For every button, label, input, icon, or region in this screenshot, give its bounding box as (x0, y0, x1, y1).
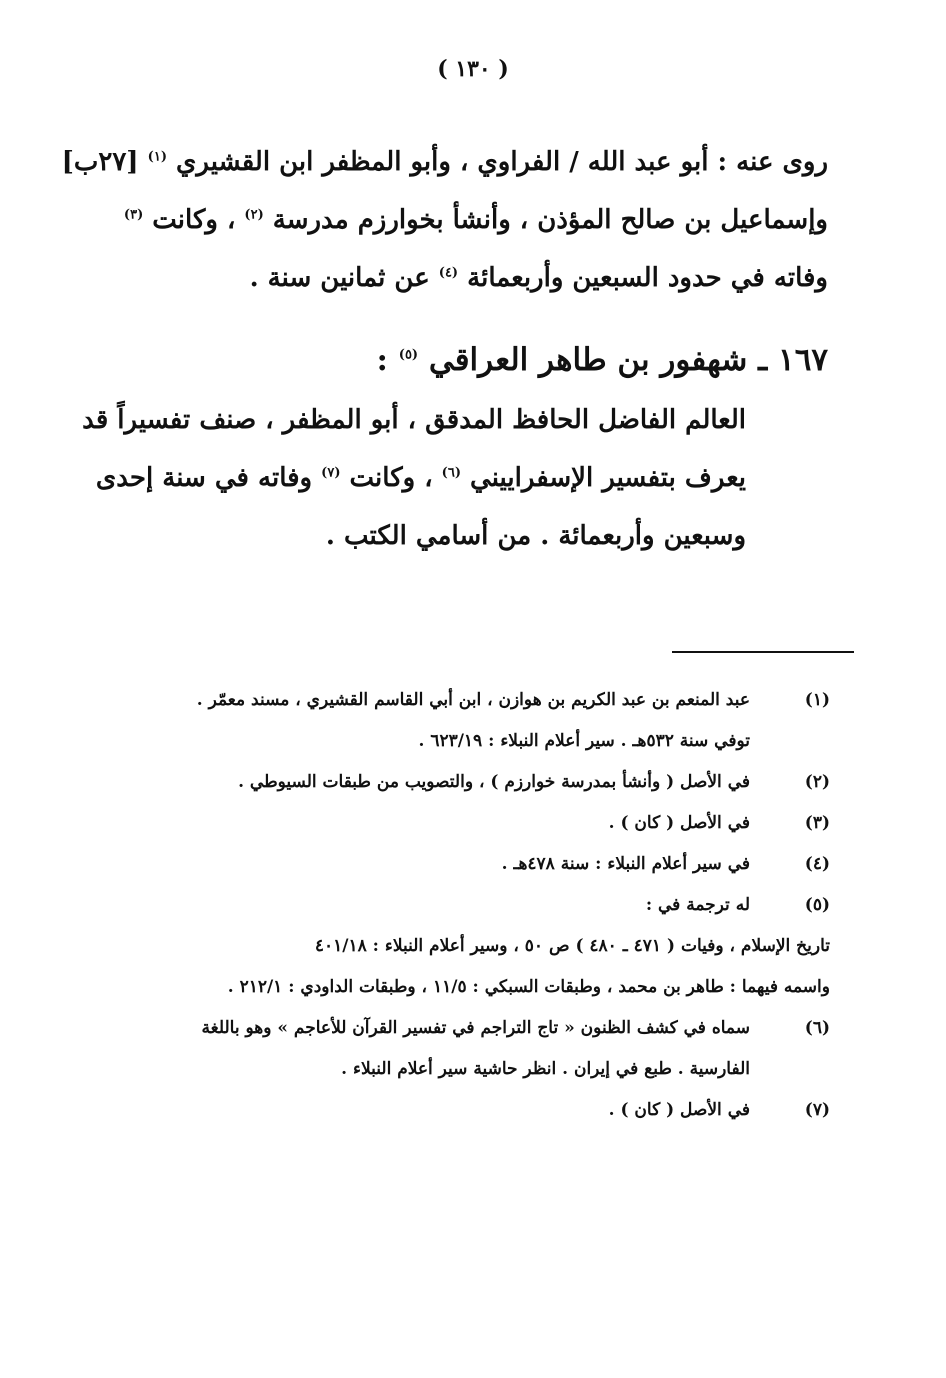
footnote-separator (672, 651, 854, 653)
entry-heading (300, 331, 828, 389)
footnote-text (104, 762, 750, 803)
page-number: ( ١٣٠ ) (437, 56, 509, 82)
footnote-ref: (٢) (244, 207, 264, 223)
paragraph-narrators (61, 133, 828, 307)
text-line: العالم الفاضل الحافظ المدقق ، أبو المظفر ، صنف تفسيراً قد (82, 405, 746, 435)
footnote-number: (٣) (804, 813, 830, 833)
text-line (100, 191, 828, 249)
footnote-number: (٤) (804, 854, 830, 874)
footnote (104, 803, 830, 844)
text-run: وإسماعيل بن صالح المؤذن ، وأنشأ بخوارزم مدرسة (272, 205, 828, 235)
footnote-number: (٢) (804, 772, 830, 792)
footnote-line: الفارسية . طبع في إيران . انظر حاشية سير أعلام النبلاء . (341, 1059, 750, 1079)
footnote-ref: (٧) (321, 465, 341, 481)
text-line (95, 449, 746, 507)
footnote-continuation: واسمه فيهما : طاهر بن محمد ، وطبقات السبكي : ١١/٥ ، وطبقات الداودي : ٢١٢/١ . (227, 977, 830, 997)
footnote (104, 1008, 830, 1090)
footnote-number: (٦) (804, 1018, 830, 1038)
footnote-text (104, 1008, 750, 1090)
footnote-number: (١) (804, 690, 830, 710)
footnote-text (104, 844, 750, 885)
footnote-line: في الأصل ( كان ) . (608, 813, 750, 833)
text-run: عن ثمانين سنة . (249, 263, 430, 293)
footnote-line: في الأصل ( كان ) . (608, 1100, 750, 1120)
footnote-ref: (٥) (398, 347, 419, 363)
entry-colon: : (376, 342, 388, 378)
footnote-ref: (١) (147, 149, 167, 165)
footnote-line: في سير أعلام النبلاء : سنة ٤٧٨هـ . (501, 854, 750, 874)
text-line (61, 133, 828, 191)
entry-title: ١٦٧ ـ شهفور بن طاهر العراقي (428, 342, 828, 378)
text-run: وفاته في حدود السبعين وأربعمائة (467, 263, 828, 293)
footnote-ref: (٦) (441, 465, 461, 481)
footnotes (104, 680, 830, 1131)
footnote-continuation: تاريخ الإسلام ، وفيات ( ٤٧١ ـ ٤٨٠ ) ص ٥٠ ، وسير أعلام النبلاء : ٤٠١/١٨ (314, 936, 830, 956)
footnote-text (104, 1090, 750, 1131)
footnote-line: سماه في كشف الظنون « تاج التراجم في تفسير القرآن للأعاجم » وهو باللغة (201, 1018, 750, 1038)
footnote-text (104, 803, 750, 844)
footnote-ref: (٤) (438, 265, 459, 281)
footnote (104, 844, 830, 885)
footnote-number: (٧) (804, 1100, 830, 1120)
text-line: وسبعين وأربعمائة . من أسامي الكتب . (325, 521, 746, 551)
footnote (104, 885, 830, 926)
text-run: وفاته في سنة إحدى (95, 463, 313, 493)
footnote (104, 680, 830, 762)
text-run: يعرف بتفسير الإسفراييني (470, 463, 746, 493)
manuscript-folio-marker: [٢٧ب] (61, 147, 139, 177)
footnote-ref: (٣) (123, 207, 144, 223)
text-run: ، وكانت (152, 205, 236, 235)
footnote-number: (٥) (804, 895, 830, 915)
paragraph-entry-body (82, 391, 746, 565)
text-run: ، وكانت (349, 463, 433, 493)
text-line (100, 249, 828, 307)
footnote-line: توفي سنة ٥٣٢هـ . سير أعلام النبلاء : ٦٢٣/١٩ . (418, 731, 750, 751)
footnote (104, 1090, 830, 1131)
footnote (104, 762, 830, 803)
footnote-line: عبد المنعم بن عبد الكريم بن هوازن ، ابن أبي القاسم القشيري ، مسند معمّر . (196, 690, 750, 710)
footnote-text (104, 680, 750, 762)
footnote-line: في الأصل ( وأنشأ بمدرسة خوارزم ) ، والتصويب من طبقات السيوطي . (238, 772, 750, 792)
text-run: روى عنه : أبو عبد الله / الفراوي ، وأبو المظفر ابن القشيري (176, 147, 828, 177)
footnote-text (104, 885, 750, 926)
footnote-line: له ترجمة في : (645, 895, 750, 915)
